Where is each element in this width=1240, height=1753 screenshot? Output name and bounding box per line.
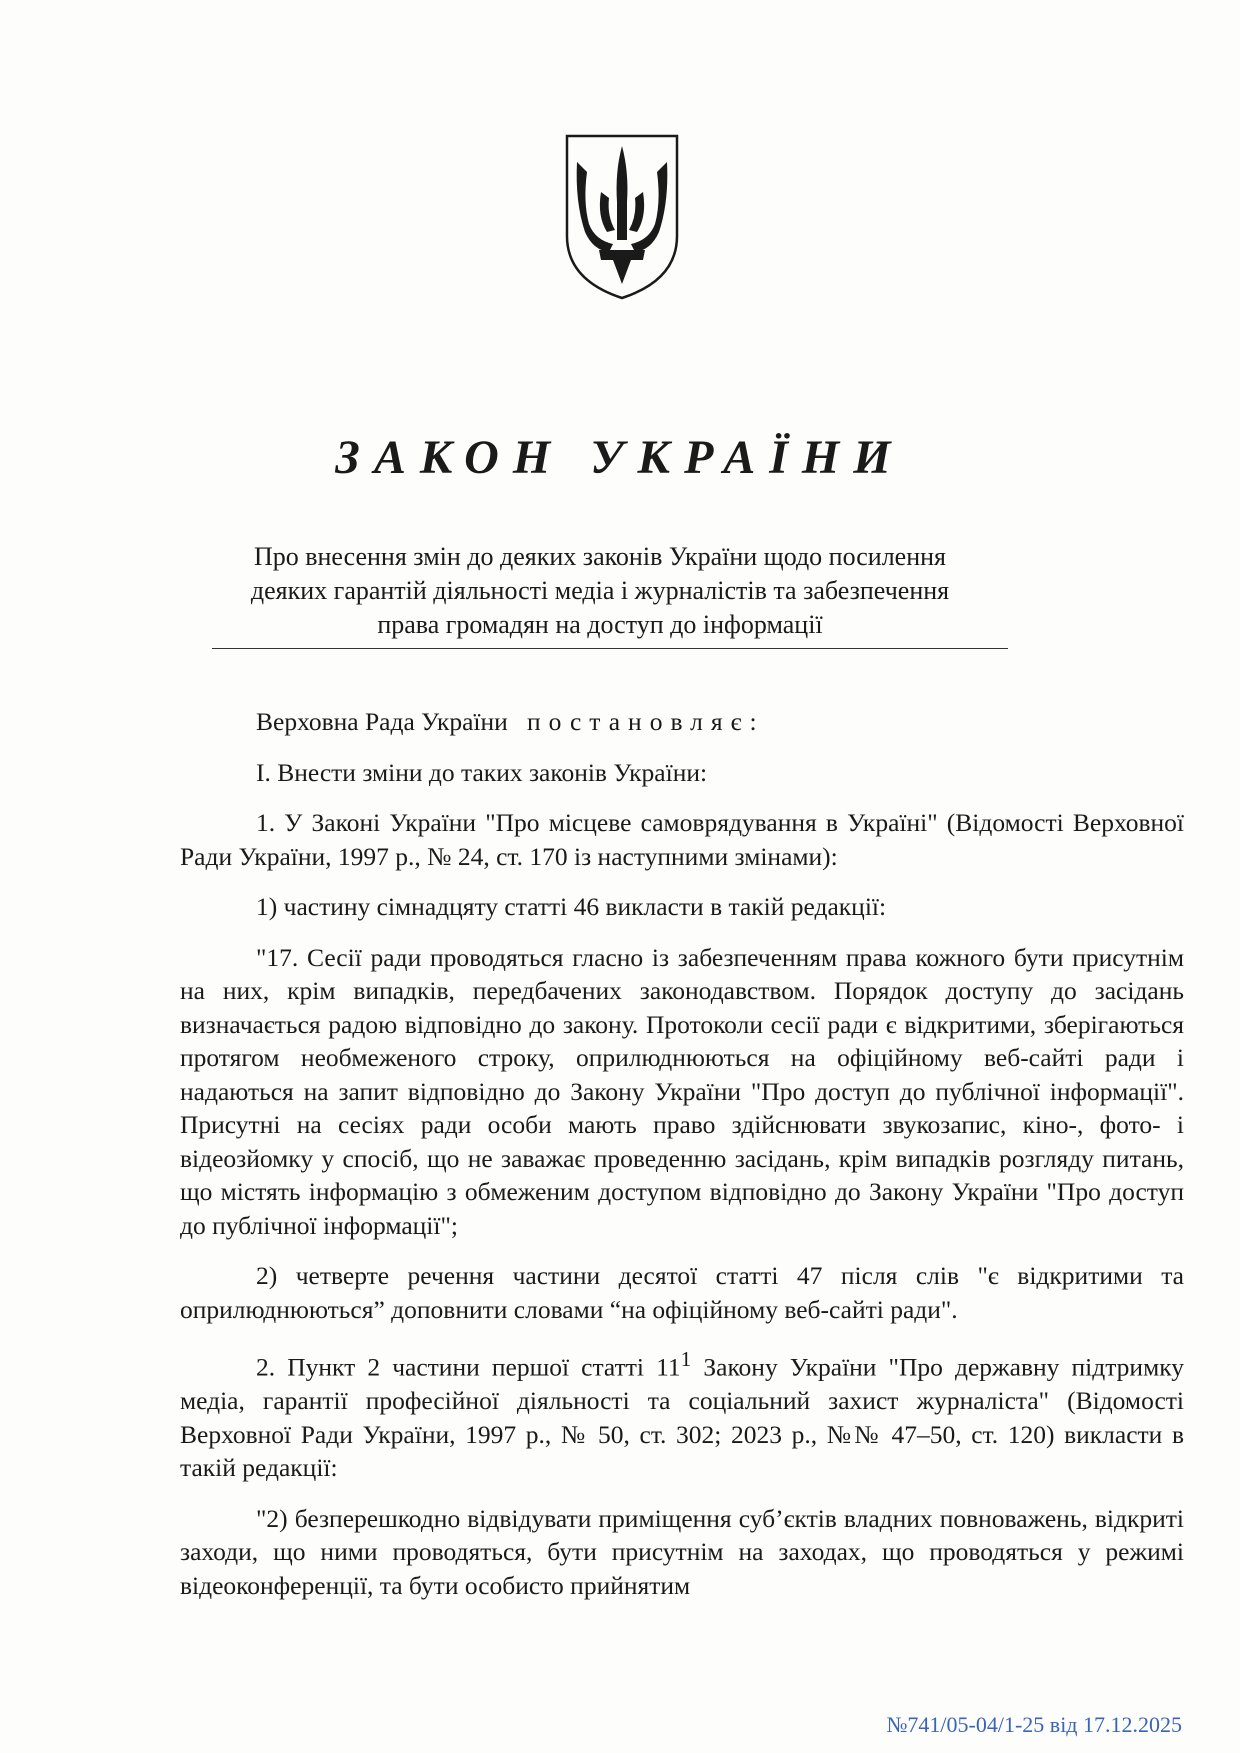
item-2-lead: 2. Пункт 2 частини першої статті 11 xyxy=(256,1352,681,1382)
title-divider xyxy=(212,648,1008,649)
item-1: 1. У Законі України "Про місцеве самоврядування в Україні" (Відомості Верховної Ради України, 1997 р., № 24, ст. 170 із наступними змінами): xyxy=(180,808,1184,871)
item-1-1: 1) частину сімнадцяту статті 46 викласти в такій редакції: xyxy=(256,892,887,921)
preamble xyxy=(180,705,1184,739)
quote-article-46: "17. Сесії ради проводяться гласно із забезпеченням права кожного бути присутнім на них, крім випадків, передбачених законодавством. Порядок доступу до засідань визначається радою відповідно до закону. Протоколи сесії ради є відкритими, зберігаються протягом необмеженого строку, оприлюднюються на офіційному веб-сайті ради і надаються на запит відповідно до Закону України "Про доступ до публічної інформації". Присутні на сесіях ради особи мають право здійснювати звукозапис, кіно-, фото- і відеозйомку у спосіб, що не заважає проведенню засідань, крім випадків розгляду питань, що містять інформацію з обмеженим доступом відповідно до Закону України "Про доступ до публічної інформації"; xyxy=(180,942,1184,1240)
preamble-lead: Верховна Рада України xyxy=(256,707,508,736)
item-2-superscript: 1 xyxy=(680,1347,692,1371)
document-body xyxy=(180,705,1184,1619)
preamble-verb: постановляє: xyxy=(526,707,765,736)
item-1-2: 2) четверте речення частини десятої статті 47 після слів "є відкритими та оприлюднюються” доповнити словами “на офіційному веб-сайті ради". xyxy=(180,1261,1184,1324)
document-subtitle xyxy=(200,540,1000,642)
item-2-rest: Закону України "Про державну підтримку медіа, гарантії професійної діяльності та соціальний захист журналіста" (Відомості Верховної Ради України, 1997 р., № 50, ст. 302; 2023 р., №№ 47–50, ст. 120) викласти в такій редакції: xyxy=(180,1352,1184,1482)
document-title: ЗАКОН УКРАЇНИ xyxy=(335,431,905,484)
item-2 xyxy=(180,1343,1184,1485)
trident-emblem-icon xyxy=(563,132,681,302)
subtitle-line: деяких гарантій діяльності медіа і журналістів та забезпечення xyxy=(250,576,950,605)
registration-stamp: №741/05-04/1-25 від 17.12.2025 xyxy=(886,1712,1182,1737)
subtitle-line: Про внесення змін до деяких законів України щодо посилення xyxy=(253,542,947,571)
section-1: І. Внести зміни до таких законів України: xyxy=(256,757,708,787)
subtitle-line: права громадян на доступ до інформації xyxy=(377,610,823,639)
quote-article-11-1: "2) безперешкодно відвідувати приміщення суб’єктів владних повноважень, відкриті заходи, що ними проводяться, бути присутнім на заходах, що проводяться у режимі відеоконференції, та бути особисто прийнятим xyxy=(180,1503,1184,1600)
